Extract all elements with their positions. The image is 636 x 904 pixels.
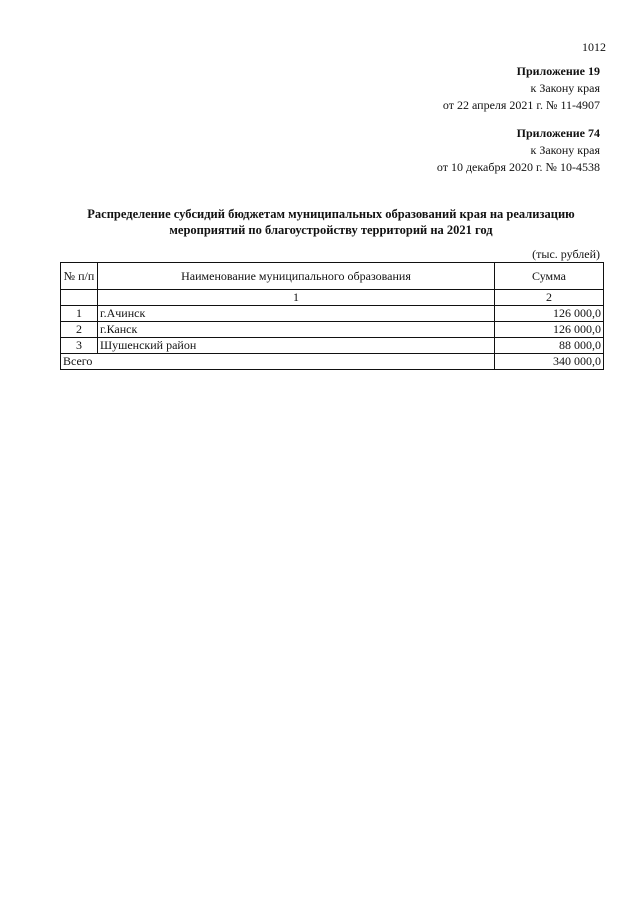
index-sum: 2 — [495, 290, 604, 306]
appendix-previous-line1: к Закону края — [530, 143, 600, 157]
appendix-current-line1: к Закону края — [530, 81, 600, 95]
appendix-previous — [437, 125, 600, 176]
appendix-current-title: Приложение 19 — [516, 64, 600, 78]
appendix-previous-title: Приложение 74 — [516, 126, 600, 140]
subsidy-table — [60, 262, 604, 370]
table-index-row — [61, 290, 604, 306]
row-num: 2 — [61, 322, 98, 338]
document-title-line1: Распределение субсидий бюджетам муниципальных образований края на реализацию — [87, 207, 575, 221]
table-total-row — [61, 354, 604, 370]
appendix-previous-line2: от 10 декабря 2020 г. № 10-4538 — [436, 160, 600, 174]
header-name: Наименование муниципального образования — [98, 263, 495, 290]
total-label: Всего — [61, 354, 495, 370]
appendix-current-line2: от 22 апреля 2021 г. № 11-4907 — [442, 98, 600, 112]
row-sum: 126 000,0 — [495, 322, 604, 338]
table-header-row — [61, 263, 604, 290]
page-number: 1012 — [582, 40, 606, 54]
table-row — [61, 322, 604, 338]
total-sum: 340 000,0 — [495, 354, 604, 370]
row-num: 1 — [61, 306, 98, 322]
document-title — [60, 206, 602, 238]
row-sum: 88 000,0 — [495, 338, 604, 354]
row-name: г.Канск — [98, 322, 495, 338]
header-num: № п/п — [61, 263, 98, 290]
table-row — [61, 338, 604, 354]
row-sum: 126 000,0 — [495, 306, 604, 322]
appendix-current — [443, 63, 600, 114]
units-label: (тыс. рублей) — [532, 247, 600, 261]
index-num — [61, 290, 98, 306]
row-name: Шушенский район — [98, 338, 495, 354]
table-row — [61, 306, 604, 322]
document-title-line2: мероприятий по благоустройству территорий на 2021 год — [169, 223, 493, 237]
row-name: г.Ачинск — [98, 306, 495, 322]
header-sum: Сумма — [495, 263, 604, 290]
row-num: 3 — [61, 338, 98, 354]
index-name: 1 — [98, 290, 495, 306]
